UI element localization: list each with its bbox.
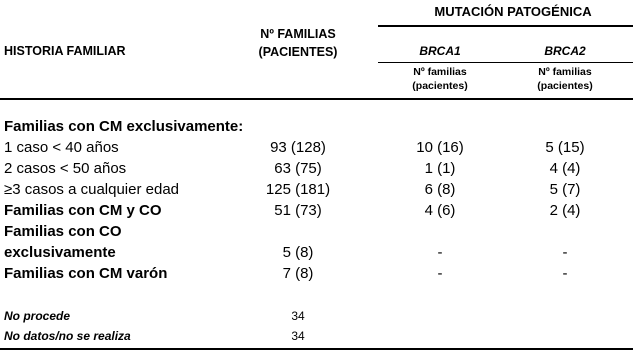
subheader-brca1 xyxy=(380,65,500,93)
row-label: 2 casos < 50 años xyxy=(4,160,127,177)
rule-top-mutacion xyxy=(378,25,633,27)
row-label: Familias con CM varón xyxy=(4,265,168,282)
footer-label: No datos/no se realiza xyxy=(4,329,131,343)
row-brca2: 5 (7) xyxy=(549,181,581,198)
row-familias: 51 (73) xyxy=(274,202,322,219)
row-label: exclusivamente xyxy=(4,244,116,261)
header-brca1: BRCA1 xyxy=(419,44,461,58)
rule-header-bottom xyxy=(0,98,633,100)
row-brca2: 5 (15) xyxy=(545,139,585,156)
rule-brca xyxy=(378,62,633,63)
row-familias: 5 (8) xyxy=(282,244,314,261)
row-brca2: - xyxy=(562,265,568,282)
subheader-brca2-line1: Nº familias xyxy=(538,66,592,78)
footer-value: 34 xyxy=(291,309,305,323)
row-label: ≥3 casos a cualquier edad xyxy=(4,181,180,198)
header-familias-line1: Nº FAMILIAS xyxy=(260,27,336,41)
row-brca1: - xyxy=(437,265,443,282)
subheader-brca2 xyxy=(505,65,625,93)
subheader-brca1-line1: Nº familias xyxy=(413,66,467,78)
header-historia: HISTORIA FAMILIAR xyxy=(4,44,126,58)
row-label: Familias con CM y CO xyxy=(4,202,162,219)
subheader-brca1-line2: (pacientes) xyxy=(412,80,468,92)
row-familias: 125 (181) xyxy=(265,181,331,198)
footer-label: No procede xyxy=(4,309,71,323)
row-brca1: - xyxy=(437,244,443,261)
header-familias xyxy=(243,25,353,61)
row-familias: 93 (128) xyxy=(270,139,326,156)
row-label: Familias con CM exclusivamente: xyxy=(4,118,244,135)
header-familias-line2: (PACIENTES) xyxy=(258,45,338,59)
rule-bottom xyxy=(0,348,633,350)
row-brca1: 6 (8) xyxy=(424,181,456,198)
row-familias: 7 (8) xyxy=(282,265,314,282)
subheader-brca2-line2: (pacientes) xyxy=(537,80,593,92)
row-label: Familias con CO xyxy=(4,223,122,240)
row-brca2: 4 (4) xyxy=(549,160,581,177)
header-mutacion: MUTACIÓN PATOGÉNICA xyxy=(434,4,592,19)
row-brca1: 10 (16) xyxy=(416,139,464,156)
footer-value: 34 xyxy=(291,329,305,343)
header-brca2: BRCA2 xyxy=(544,44,586,58)
row-brca1: 1 (1) xyxy=(424,160,456,177)
row-brca2: 2 (4) xyxy=(549,202,581,219)
row-brca1: 4 (6) xyxy=(424,202,456,219)
row-familias: 63 (75) xyxy=(274,160,322,177)
row-brca2: - xyxy=(562,244,568,261)
row-label: 1 caso < 40 años xyxy=(4,139,119,156)
